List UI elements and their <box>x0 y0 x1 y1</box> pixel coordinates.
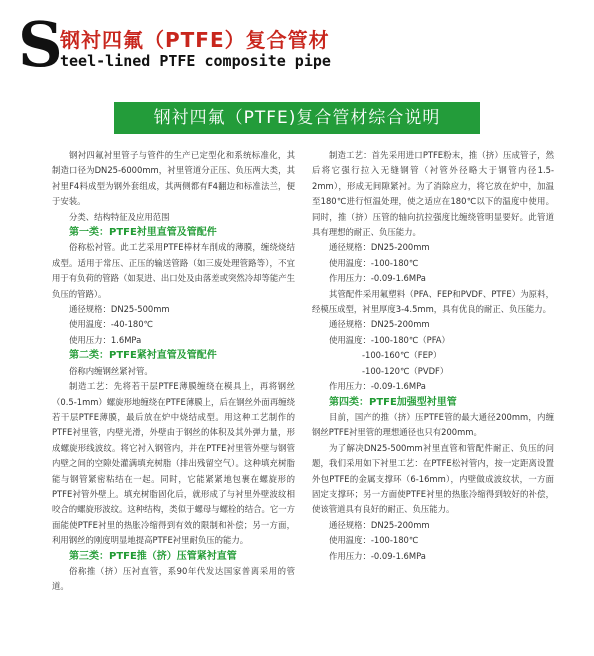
right-column <box>312 148 554 564</box>
fittings-paragraph: 其管配件采用氟塑料（PFA、FEP和PVDF、PTFE）为原料，经模压成型，衬里厚度3-4.5mm，具有优良的耐正、负压能力。 <box>312 288 554 315</box>
spec-line: 使用压力：1.6MPa <box>69 334 142 345</box>
spec-line: 通径规格：DN25-500mm <box>69 304 170 315</box>
spec-line: 使用温度：-100-180℃ <box>329 535 419 546</box>
title-chinese: 钢衬四氟（PTFE）复合管材 <box>60 28 330 52</box>
section-4-paragraph-2: 为了解决DN25-500mm衬里直管和管配件耐正、负压的问题，我们采用如下衬里工艺：在PTFE松衬管内，按一定距离设置外包PTFE的金属支撑环（6-16mm），内壁做成波纹状，一方面固定支撑环；另一方面使PTFE衬里的热胀冷缩得到较好的补偿，使该管道具有良好的耐正、负压能力。 <box>312 442 554 515</box>
section-2-paragraph: 制造工艺：先将若干层PTFE薄膜缠绕在模具上，再将钢丝（0.5-1mm）螺旋形地缠绕在PTFE薄膜上，后在钢丝外面再缠绕若干层PTFE薄膜，最后放在炉中烧结成型。用这种工艺制作的PTFE衬里管，内壁光滑，外壁由于钢丝的体积及其外弹力量，形成螺旋形线波纹。将它衬入钢管内，并在PTFE衬里管外壁与钢管内壁之间的空隙处灌满填充树脂（排出残留空气）。这种填充树脂能与钢管紧密粘结在一起。同时，它能紧紧地包裹在螺旋形的PTFE衬管外壁上。填充树脂固化后，就形成了与衬里外壁波纹相咬合的螺旋形波纹。这种结构，类似于螺母与螺栓的结合。它一方面能使PTFE衬里的热胀冷缩得到有效的限制和补偿；另一方面，利用钢丝的刚度明显地提高PTFE衬里耐负压的能力。 <box>52 381 295 546</box>
section-banner: 钢衬四氟（PTFE)复合管材综合说明 <box>114 102 480 134</box>
intro-paragraph: 钢衬四氟衬里管子与管件的生产已定型化和系统标准化，其制造口径为DN25-6000mm，衬里管道分正压、负压两大类，其衬里F4料成型为钢外套组成，其两侧都有F4翻边和标准法兰，便于安装。 <box>52 150 295 207</box>
spec-line: 通径规格：DN25-200mm <box>329 242 430 253</box>
header <box>14 8 594 81</box>
classification-heading: 分类、结构特征及应用范围 <box>69 211 170 222</box>
section-4-paragraph-1: 目前，国产的推（挤）压PTFE管的最大通径200mm，内缠钢丝PTFE衬里管的理想通径也只有200mm。 <box>312 411 554 438</box>
section-3-paragraph: 俗称推（挤）压衬直管，系90年代发达国家普离采用的管道。 <box>52 565 295 592</box>
left-column <box>52 148 295 595</box>
title-english: teel-lined PTFE composite pipe <box>60 52 331 70</box>
section-2-alias: 俗称内缠钢丝紧衬管。 <box>69 365 153 376</box>
section-3-process-paragraph: 制造工艺：首先采用进口PTFE粉末，推（挤）压成管子，然后将它强行拉入无缝钢管（衬管外径略大于钢管内径1.5-2mm），形成无间隙紧衬。为了消除应力，将它放在炉中，加温至180℃进行恒温处理，使之适应在180℃以下的温度中使用。同时，推（挤）压管的轴向抗拉强度比缠绕管明显要好。此管道具有理想的耐正、负压能力。 <box>312 150 554 238</box>
spec-line: -100-160℃（FEP） <box>362 350 442 361</box>
section-3-title: 第三类：PTFE推（挤）压管紧衬直管 <box>69 550 237 562</box>
logo-letter-s: S <box>18 8 63 81</box>
spec-line: 通径规格：DN25-200mm <box>329 319 430 330</box>
spec-line: 作用压力：-0.09-1.6MPa <box>329 273 426 284</box>
spec-line: 使用温度：-100-180℃（PFA） <box>329 334 450 345</box>
section-1-paragraph: 俗称松衬管。此工艺采用PTFE棒材车削成的薄膜，缠绕烧结成型。适用于常压、正压的输送管路（如三废处理管路等），不宜用于有负荷的管路（如泵进、出口处及由落差或突然冷却等能产生负压的管路）。 <box>52 242 295 299</box>
section-2-title: 第二类：PTFE紧衬直管及管配件 <box>69 350 217 362</box>
section-1-title: 第一类：PTFE衬里直管及管配件 <box>69 227 217 239</box>
spec-line: 使用温度：-40-180℃ <box>69 319 153 330</box>
spec-line: -100-120℃（PVDF） <box>362 365 449 376</box>
spec-line: 使用温度：-100-180℃ <box>329 257 419 268</box>
spec-line: 作用压力：-0.09-1.6MPa <box>329 550 426 561</box>
spec-line: 通径规格：DN25-200mm <box>329 519 430 530</box>
spec-line: 作用压力：-0.09-1.6MPa <box>329 381 426 392</box>
section-4-title: 第四类：PTFE加强型衬里管 <box>329 396 457 408</box>
